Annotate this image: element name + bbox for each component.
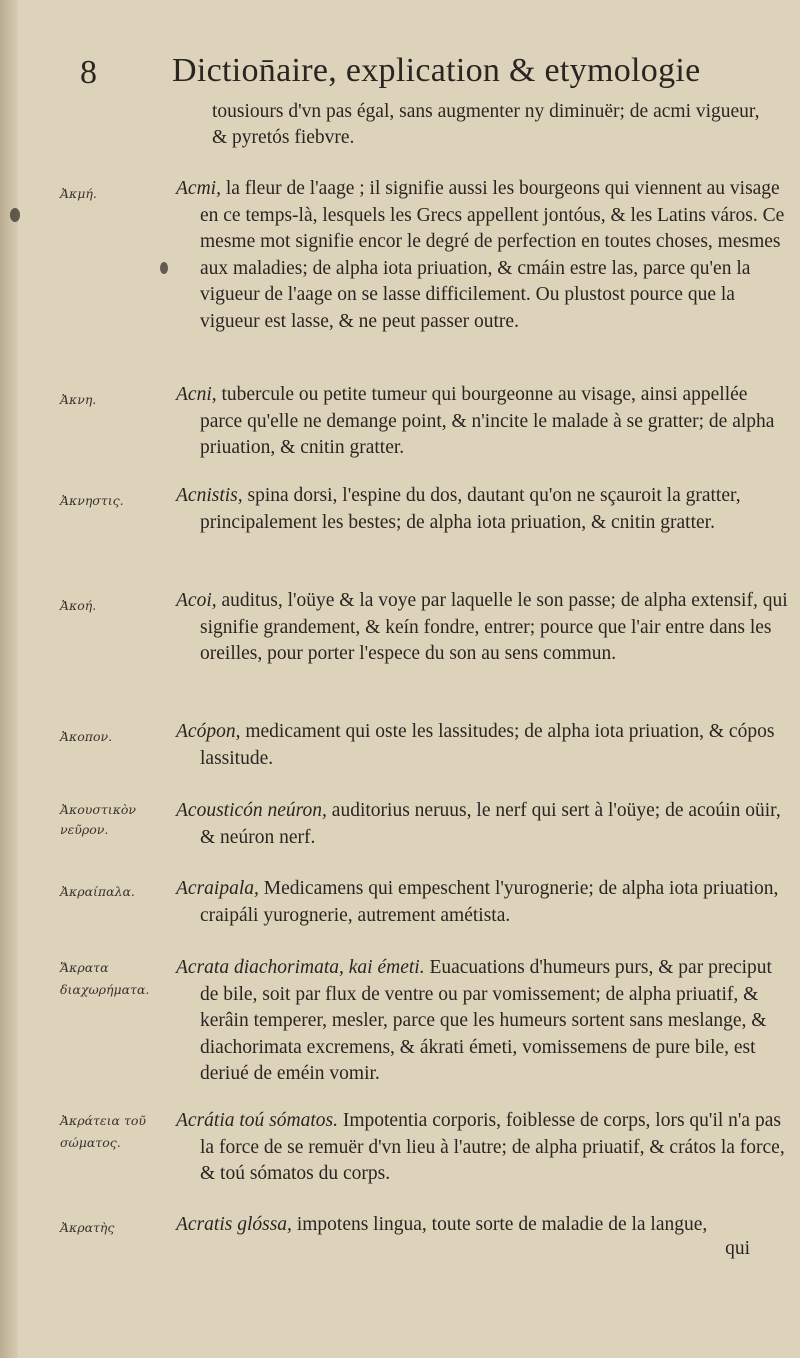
greek-term: Ἀκνη.	[60, 392, 97, 407]
definition: Medicamens qui empeschent l'yurognerie; de alpha iota priuation, craipáli yurognerie, autrement amétista.	[200, 878, 779, 926]
definition: Euacuations d'humeurs purs, & par preciput de bile, soit par flux de ventre ou par vomissement; de alpha priuatif, & kerâin temperer, mesler, parce que les humeurs sortent sans meslange, & diachorimata excremens, & ákrati émeti, vomissemens de pure bile, est deriué de eméin vomir.	[200, 957, 772, 1084]
entry-text	[176, 719, 790, 772]
greek-term: Ἀκνηστις.	[60, 493, 124, 508]
definition: spina dorsi, l'espine du dos, dautant qu'on ne sçauroit la gratter, principalement les bestes; de alpha iota priuation, & cnitin gratter.	[200, 485, 741, 533]
ink-mark	[10, 208, 20, 222]
headword: Acratis glóssa,	[176, 1214, 292, 1235]
definition: la fleur de l'aage ; il signifie aussi les bourgeons qui viennent au visage en ce temps-là, lesquels les Grecs appellent jontóus, & les Latins város. Ce mesme mot signifie encor le degré de perfection en toutes choses, mesmes aux maladies; de alpha iota priuation, & cmáin estre las, parce qu'en la vigueur de l'aage on se lasse difficilement. Ou plustost pource que la vigueur est lasse, & ne peut passer outre.	[200, 178, 785, 332]
headword: Acmi,	[176, 178, 221, 199]
greek-term: Ἀκραίπαλα.	[60, 884, 135, 899]
running-title: Diction̄aire, explication & etymologie	[172, 52, 701, 89]
greek-term: Ἀκμή.	[60, 186, 97, 201]
page-number: 8	[80, 54, 97, 91]
entry-text	[176, 955, 790, 1088]
ink-mark	[160, 262, 168, 274]
headword: Acrata diachorimata, kai émeti.	[176, 957, 425, 978]
entry-text	[176, 483, 790, 536]
greek-term: Ἀκοπον.	[60, 729, 113, 744]
greek-term: Ἀκράτεια τοῦ σώματος.	[60, 1113, 146, 1150]
entry-text	[176, 176, 790, 335]
binding-gutter	[0, 0, 18, 1358]
headword: Acoi,	[176, 590, 217, 611]
definition: Impotentia corporis, foiblesse de corps, lors qu'il n'a pas la force de se remuër d'vn lieu à l'autre; de alpha priuatif, & crátos la force, & toú sómatos du corps.	[200, 1110, 785, 1184]
definition: impotens lingua, toute sorte de maladie de la langue,	[291, 1214, 708, 1235]
definition: auditorius neruus, le nerf qui sert à l'oüye; de acoúin oüir, & neúron nerf.	[200, 800, 781, 848]
entry-text	[176, 798, 790, 851]
entry-text	[176, 1212, 790, 1239]
definition: auditus, l'oüye & la voye par laquelle le son passe; de alpha extensif, qui signifie grandement, & keín fondre, entrer; pource que l'air entre dans les oreilles, pour porter l'espece du son au sens commun.	[200, 590, 788, 664]
page-header	[0, 52, 800, 102]
greek-term: Ἄκρατα διαχωρήματα.	[60, 960, 150, 997]
entry-text	[176, 588, 790, 668]
greek-term: Ἀκρατὴς	[60, 1220, 115, 1235]
headword: Acnistis,	[176, 485, 243, 506]
catchword: qui	[725, 1238, 750, 1259]
entry-text	[176, 1108, 790, 1188]
greek-term: Ἀκοή.	[60, 598, 97, 613]
continuation-text: tousiours d'vn pas égal, sans augmenter ny diminuër; de acmi vigueur, & pyretós fiebvre.	[212, 101, 760, 148]
entry-text	[176, 876, 790, 929]
definition: medicament qui oste les lassitudes; de alpha iota priuation, & cópos lassitude.	[200, 721, 775, 769]
headword: Acousticón neúron,	[176, 800, 327, 821]
definition: tubercule ou petite tumeur qui bourgeonne au visage, ainsi appellée parce qu'elle ne demange point, & n'incite le malade à se gratter; de alpha priuation, & cnitin gratter.	[200, 384, 775, 458]
headword: Acópon,	[176, 721, 241, 742]
headword: Acrátia toú sómatos.	[176, 1110, 338, 1131]
entry-text	[176, 382, 790, 462]
headword: Acni,	[176, 384, 217, 405]
greek-term: Ἀκουστικὸν νεῦρον.	[60, 802, 137, 837]
headword: Acraipala,	[176, 878, 259, 899]
